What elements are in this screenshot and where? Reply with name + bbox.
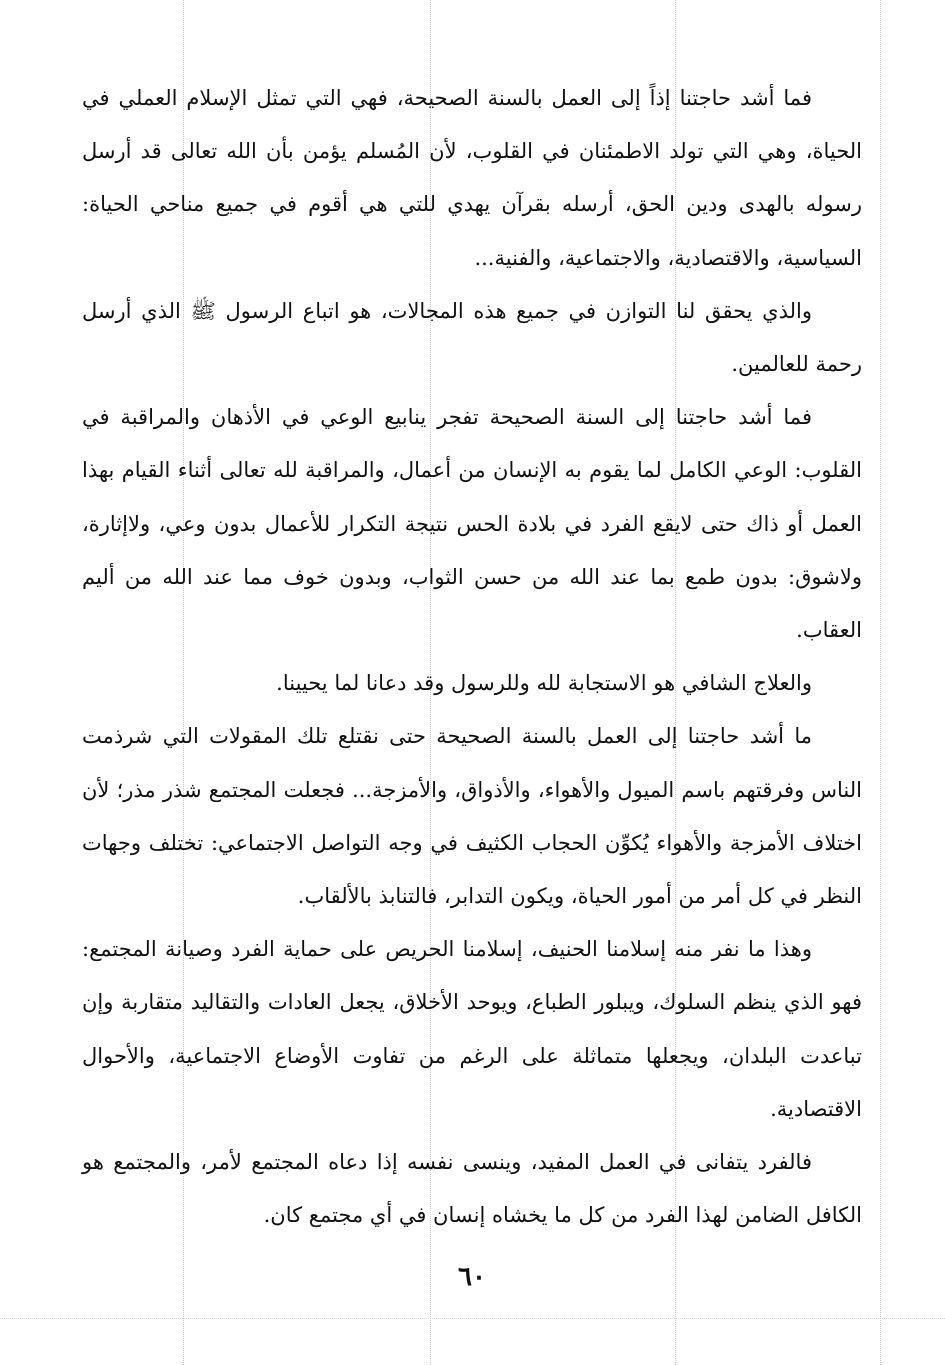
paragraph: ما أشد حاجتنا إلى العمل بالسنة الصحيحة حتى نقتلع تلك المقولات التي شرذمت الناس وفرقتهم باسم الميول والأهواء، والأذواق، والأمزجة... فجعلت المجتمع شذر مذر؛ لأن اختلاف الأمزجة والأهواء يُكوِّن الحجاب الكثيف في وجه التواصل الاجتماعي: تختلف وجهات النظر في كل أمر من أمور الحياة، ويكون التدابر، فالتنابذ بالألقاب. (82, 724, 862, 909)
scan-guide-line (0, 1318, 945, 1319)
paragraph: فالفرد يتفانى في العمل المفيد، وينسى نفسه إذا دعاه المجتمع لأمر، والمجتمع هو الكافل الضامن لهذا الفرد من كل ما يخشاه إنسان في أي مجتمع كان. (82, 1150, 862, 1228)
page-number: ٦٠ (458, 1262, 486, 1292)
paragraph: وهذا ما نفر منه إسلامنا الحنيف، إسلامنا الحريص على حماية الفرد وصيانة المجتمع: فهو الذي ينظم السلوك، ويبلور الطباع، ويوحد الأخلاق، يجعل العادات والتقاليد متقاربة وإن تباعدت البلدان، ويجعلها متماثلة على الرغم من تفاوت الأوضاع الاجتماعية، والأحوال الاقتصادية. (82, 937, 862, 1121)
paragraph: والذي يحقق لنا التوازن في جميع هذه المجالات، هو اتباع الرسول ﷺ الذي أرسل رحمة للعالمين. (82, 298, 862, 377)
body-text (82, 72, 862, 1242)
paragraph: فما أشد حاجتنا إذاً إلى العمل بالسنة الصحيحة، فهي التي تمثل الإسلام العملي في الحياة، وهي التي تولد الاطمئنان في القلوب، لأن المُسلم يؤمن بأن الله تعالى قد أرسل رسوله بالهدى ودين الحق، أرسله بقرآن يهدي للتي هي أقوم في جميع مناحي الحياة: السياسية، والاقتصادية، والاجتماعية، والفنية... (82, 86, 862, 270)
paragraph: والعلاج الشافي هو الاستجابة لله وللرسول وقد دعانا لما يحيينا. (276, 671, 812, 696)
paragraph: فما أشد حاجتنا إلى السنة الصحيحة تفجر ينابيع الوعي في الأذهان والمراقبة في القلوب: الوعي الكامل لما يقوم به الإنسان من أعمال، والمراقبة لله تعالى أثناء القيام بهذا العمل أو ذاك حتى لايقع الفرد في بلادة الحس نتيجة التكرار للأعمال بدون وعي، ولاإثارة، ولاشوق: بدون طمع بما عند الله من حسن الثواب، وبدون خوف مما عند الله من أليم العقاب. (82, 405, 862, 643)
scan-guide-line (880, 0, 881, 1365)
